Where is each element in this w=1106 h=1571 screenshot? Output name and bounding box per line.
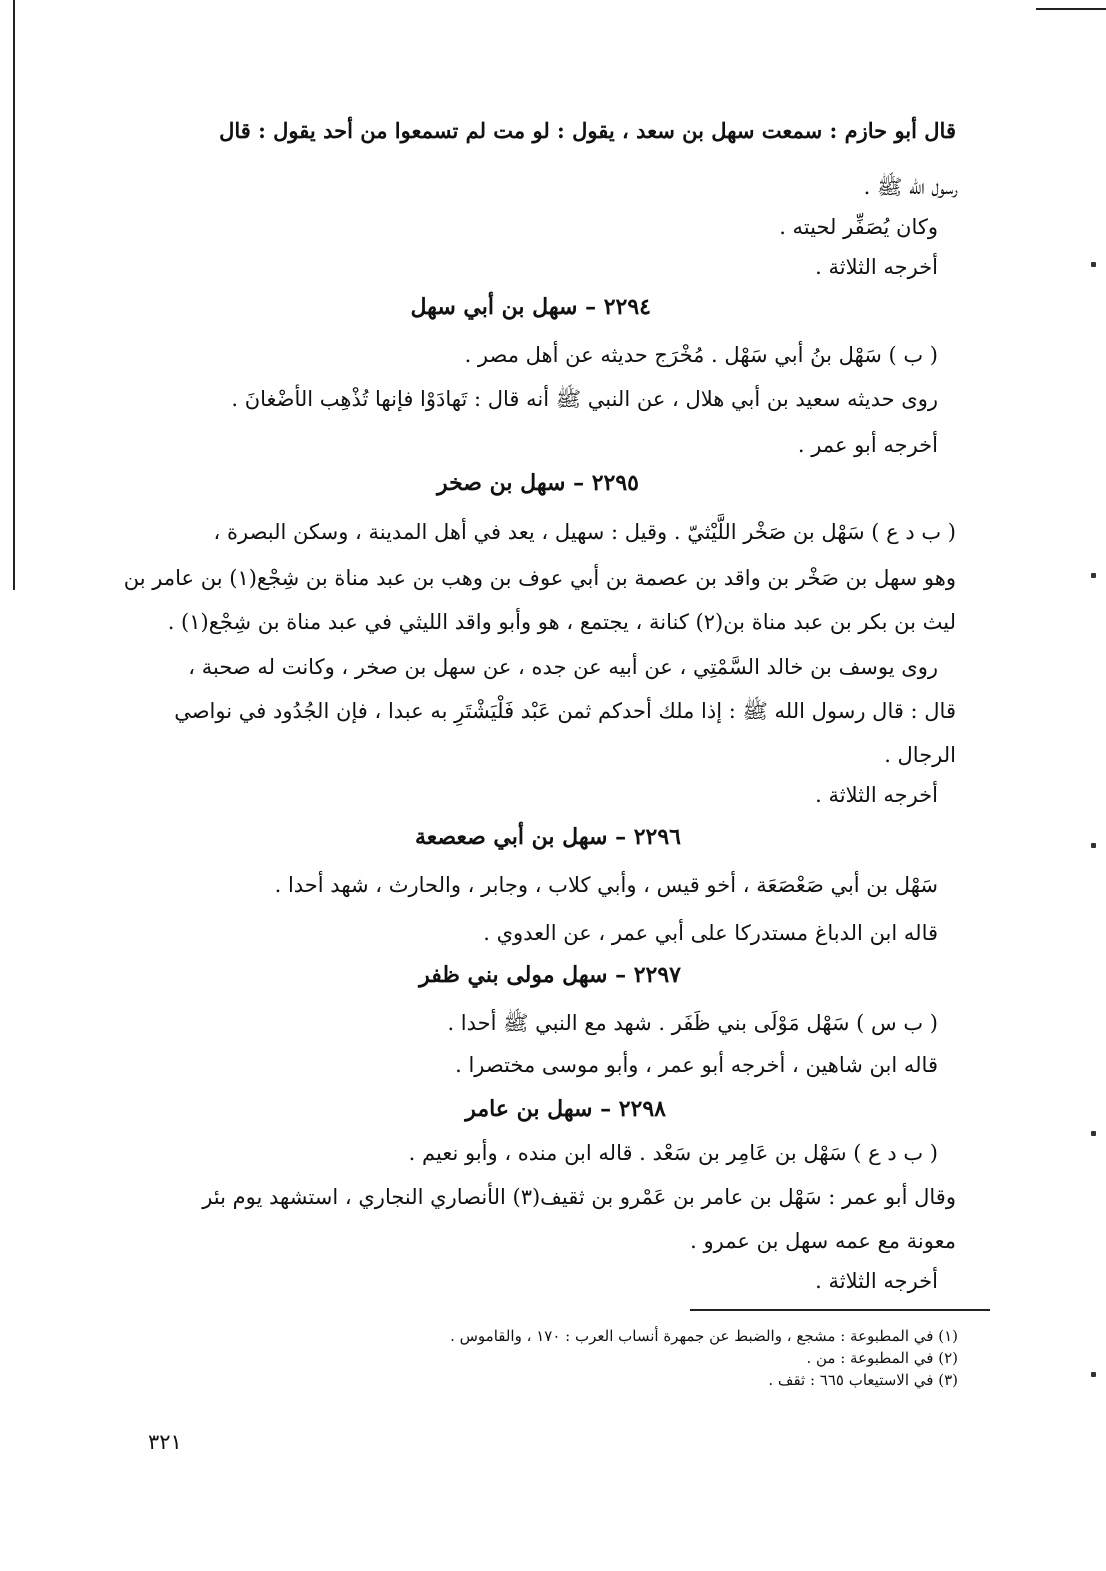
page-number: ٣٢١ <box>148 1430 182 1454</box>
entry-heading: ٢٢٩٧ – سهل مولى بني ظفر <box>419 962 681 988</box>
margin-dot <box>1091 1131 1096 1136</box>
margin-dot <box>1091 843 1096 848</box>
text-line: أخرجه الثلاثة . <box>815 255 938 279</box>
text-line: قال : قال رسول الله ﷺ : إذا ملك أحدكم ثمن عَبْد فَلْيَشْتَرِ به عبدا ، فإن الجُدُود في نواصي <box>174 699 956 723</box>
entry-heading: ٢٢٩٤ – سهل بن أبي سهل <box>410 294 651 320</box>
text-line: أخرجه الثلاثة . <box>815 1269 938 1293</box>
text-line: معونة مع عمه سهل بن عمرو . <box>690 1229 956 1253</box>
left-edge-line <box>13 0 15 590</box>
text-line: روى حديثه سعيد بن أبي هلال ، عن النبي ﷺ أنه قال : تَهادَوْا فإنها تُذْهِب الأضْغانَ . <box>231 387 938 411</box>
footnote: (٢) في المطبوعة : من . <box>806 1349 958 1367</box>
corner-mark <box>1036 8 1106 10</box>
text-line: ( ب س ) سَهْل مَوْلَى بني ظَفَر . شهد مع النبي ﷺ أحدا . <box>447 1011 938 1035</box>
entry-heading: ٢٢٩٨ – سهل بن عامر <box>465 1096 666 1122</box>
text-line: وكان يُصَفِّر لحيته . <box>779 215 938 239</box>
margin-dot <box>1091 573 1096 578</box>
text-line: قاله ابن الدباغ مستدركا على أبي عمر ، عن العدوي . <box>483 921 938 945</box>
footnote: (٣) في الاستيعاب ٦٦٥ : ثقف . <box>768 1371 958 1389</box>
text-line: وقال أبو عمر : سَهْل بن عامر بن عَمْرو بن ثقيف(٣) الأنصاري النجاري ، استشهد يوم بئر <box>202 1185 956 1209</box>
text-line: أخرجه أبو عمر . <box>797 433 938 457</box>
text-line: ( ب د ع ) سَهْل بن عَامِر بن سَعْد . قاله ابن منده ، وأبو نعيم . <box>408 1141 938 1165</box>
text-line: ( ب د ع ) سَهْل بن صَخْر اللَّيْثيّ . وقيل : سهيل ، يعد في أهل المدينة ، وسكن البصرة ، <box>213 520 956 544</box>
entry-heading: ٢٢٩٦ – سهل بن أبي صعصعة <box>414 824 681 850</box>
entry-heading: ٢٢٩٥ – سهل بن صخر <box>436 470 639 496</box>
footnote-rule <box>690 1309 990 1311</box>
text-line: روى يوسف بن خالد السَّمْتِي ، عن أبيه عن جده ، عن سهل بن صخر ، وكانت له صحبة ، <box>188 655 938 679</box>
text-line: قاله ابن شاهين ، أخرجه أبو عمر ، وأبو موسى مختصرا . <box>455 1053 938 1077</box>
margin-dot <box>1091 262 1096 267</box>
text-line: سَهْل بن أبي صَعْصَعَة ، أخو قيس ، وأبي كلاب ، وجابر ، والحارث ، شهد أحدا . <box>274 873 938 897</box>
text-line: الرجال . <box>884 743 956 767</box>
text-line: ( ب ) سَهْل بنُ أبي سَهْل . مُخْرَج حديثه عن أهل مصر . <box>464 343 938 367</box>
text-line: قال أبو حازم : سمعت سهل بن سعد ، يقول : لو مت لم تسمعوا من أحد يقول : قال <box>219 118 956 143</box>
margin-dot <box>1091 1372 1096 1377</box>
text-line: أخرجه الثلاثة . <box>815 783 938 807</box>
text-line: ليث بن بكر بن عبد مناة بن(٢) كنانة ، يجتمع ، هو وأبو واقد الليثي في عبد مناة بن شِجْع(١) . <box>167 610 956 634</box>
footnote: (١) في المطبوعة : مشجع ، والضبط عن جمهرة أنساب العرب : ١٧٠ ، والقاموس . <box>450 1327 958 1345</box>
text-line: وهو سهل بن صَخْر بن واقد بن عصمة بن أبي عوف بن وهب بن عبد مناة بن شِجْع(١) بن عامر بن <box>123 566 956 590</box>
text-line: رسول الله ﷺ . <box>863 175 958 199</box>
